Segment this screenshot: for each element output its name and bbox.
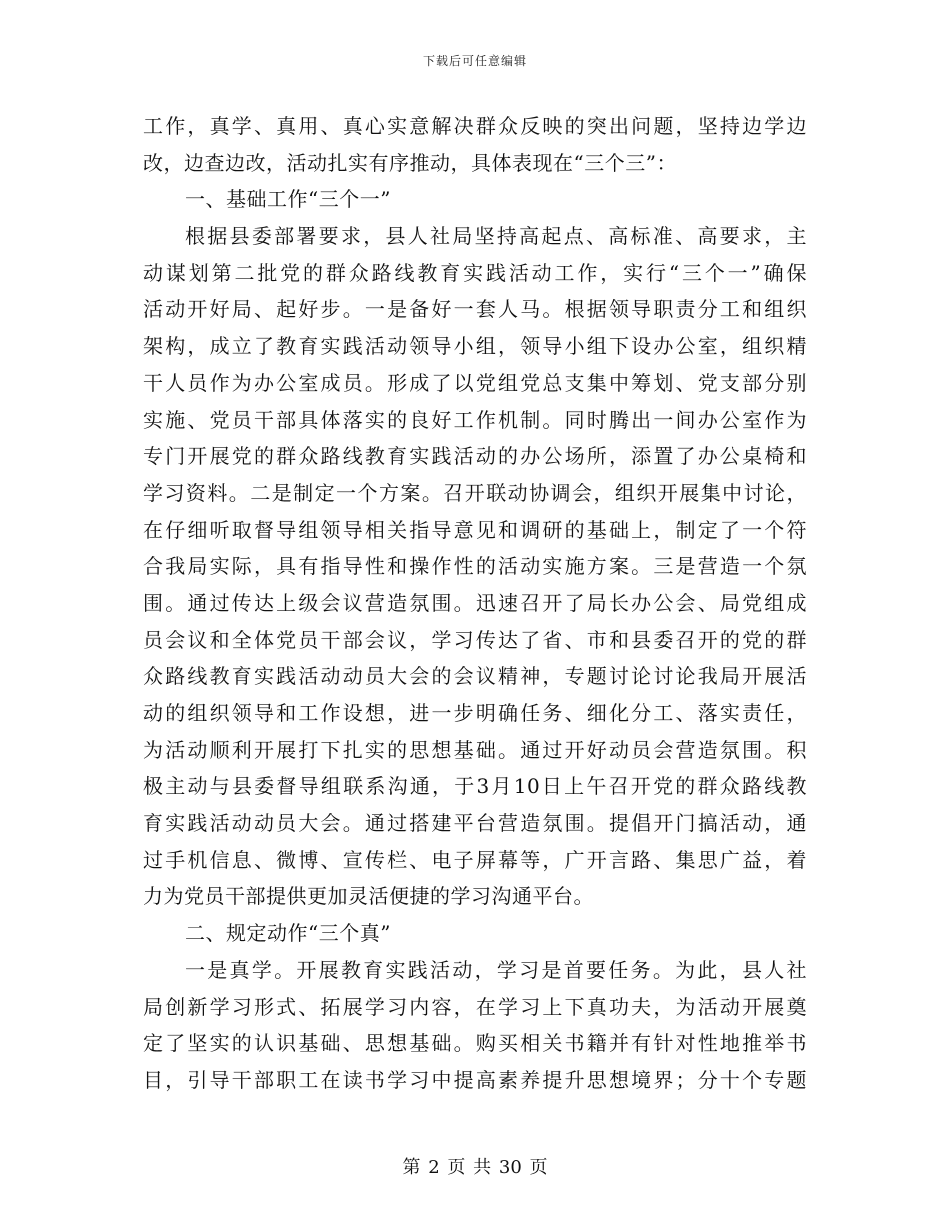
text-line: 动的组织领导和工作设想，进一步明确任务、细化分工、落实责任， <box>143 701 807 725</box>
text-line: 活动开好局、起好步。一是备好一套人马。根据领导职责分工和组织 <box>143 297 807 322</box>
text-line: 学习资料。二是制定一个方案。召开联动协调会，组织开展集中讨论， <box>143 480 807 505</box>
page-footer <box>0 1153 950 1179</box>
text-line: 干人员作为办公室成员。形成了以党组党总支集中筹划、党支部分别 <box>143 370 807 395</box>
text-line: 动谋划第二批党的群众路线教育实践活动工作，实行“三个一”确保 <box>143 260 807 285</box>
page-header-note: 下载后可任意编辑 <box>422 54 527 68</box>
text-line: 实施、党员干部具体落实的良好工作机制。同时腾出一间办公室作为 <box>143 407 807 432</box>
text-line: 合我局实际，具有指导性和操作性的活动实施方案。三是营造一个氛 <box>143 554 807 579</box>
footer-current-page: 2 <box>428 1157 440 1178</box>
footer-label-page: 第 <box>402 1157 421 1178</box>
section-heading: 一、基础工作“三个一” <box>185 187 391 212</box>
text-line: 架构，成立了教育实践活动领导小组，领导小组下设办公室，组织精 <box>143 334 807 359</box>
text-line: 局创新学习形式、拓展学习内容，在学习上下真功夫，为活动开展奠 <box>143 994 807 1019</box>
footer-label-total: 共 <box>473 1157 492 1178</box>
text-line: 定了坚实的认识基础、思想基础。购买相关书籍并有针对性地推举书 <box>143 1031 807 1056</box>
text-line: 工作，真学、真用、真心实意解决群众反映的突出问题，坚持边学边 <box>143 114 807 138</box>
text-line: 根据县委部署要求，县人社局坚持高起点、高标准、高要求，主 <box>185 224 807 249</box>
text-line: 过手机信息、微博、宣传栏、电子屏幕等，广开言路、集思广益，着 <box>143 847 807 872</box>
text-line: 员会议和全体党员干部会议，学习传达了省、市和县委召开的党的群 <box>143 627 807 652</box>
text-line: 在仔细听取督导组领导相关指导意见和调研的基础上，制定了一个符 <box>143 517 807 542</box>
text-line: 目，引导干部职工在读书学习中提高素养提升思想境界；分十个专题 <box>143 1067 807 1092</box>
text-line: 众路线教育实践活动动员大会的会议精神，专题讨论讨论我局开展活 <box>143 664 807 689</box>
text-line: 育实践活动动员大会。通过搭建平台营造氛围。提倡开门搞活动，通 <box>143 811 807 836</box>
text-line: 一是真学。开展教育实践活动，学习是首要任务。为此，县人社 <box>185 957 807 982</box>
text-line: 改，边查边改，活动扎实有序推动，具体表现在“三个三”： <box>143 150 677 175</box>
text-line: 为活动顺利开展打下扎实的思想基础。通过开好动员会营造氛围。积 <box>143 737 807 762</box>
footer-total-pages: 30 <box>498 1157 522 1178</box>
footer-label-total-unit: 页 <box>529 1157 548 1178</box>
section-heading: 二、规定动作“三个真” <box>185 921 391 946</box>
document-body <box>143 108 807 1099</box>
text-line: 围。通过传达上级会议营造氛围。迅速召开了局长办公会、局党组成 <box>143 590 807 615</box>
text-line: 力为党员干部提供更加灵活便捷的学习沟通平台。 <box>143 884 594 909</box>
text-line: 专门开展党的群众路线教育实践活动的办公场所，添置了办公桌椅和 <box>143 444 807 469</box>
footer-label-page-unit: 页 <box>447 1157 466 1178</box>
text-line: 极主动与县委督导组联系沟通，于3月10日上午召开党的群众路线教 <box>143 774 807 799</box>
